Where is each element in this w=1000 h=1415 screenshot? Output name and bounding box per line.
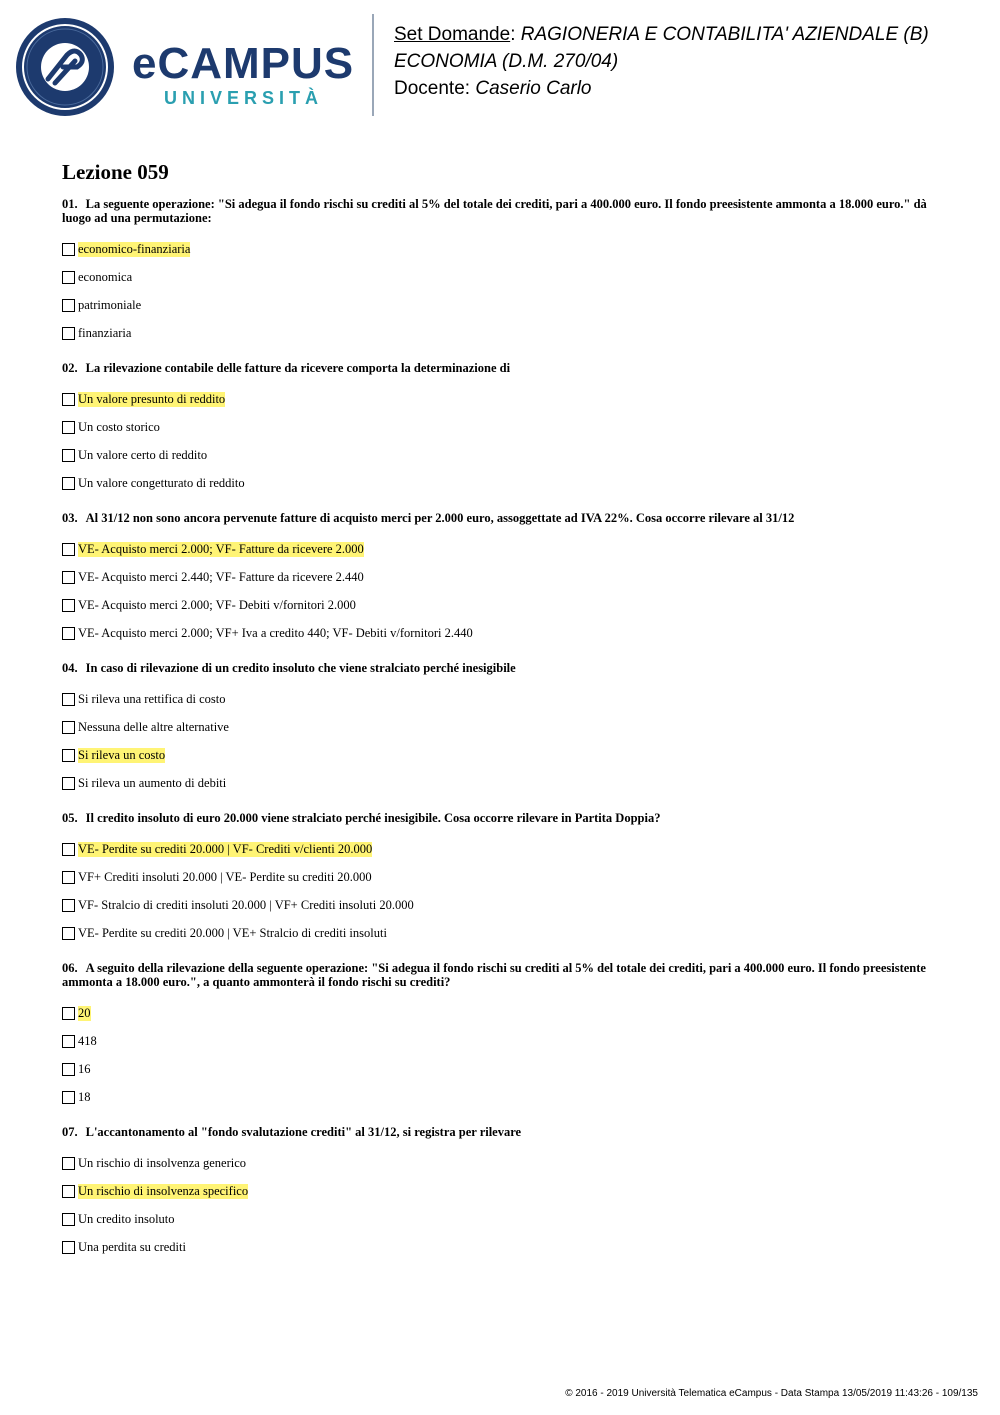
answer-text: 18 bbox=[78, 1089, 91, 1104]
answer-text: Un rischio di insolvenza generico bbox=[78, 1155, 247, 1170]
checkbox[interactable] bbox=[62, 1241, 75, 1254]
checkbox[interactable] bbox=[62, 927, 75, 940]
answer-option[interactable] bbox=[62, 441, 942, 469]
checkbox[interactable] bbox=[62, 1157, 75, 1170]
answer-text: Si rileva un aumento di debiti bbox=[78, 775, 227, 790]
answer-text: VE- Perdite su crediti 20.000 | VF- Crediti v/clienti 20.000 bbox=[78, 841, 373, 856]
answer-text: Un valore congetturato di reddito bbox=[78, 475, 245, 490]
checkbox[interactable] bbox=[62, 571, 75, 584]
answer-option[interactable] bbox=[62, 999, 942, 1027]
checkbox[interactable] bbox=[62, 871, 75, 884]
checkbox[interactable] bbox=[62, 543, 75, 556]
answer-option[interactable] bbox=[62, 685, 942, 713]
set-subtitle: ECONOMIA (D.M. 270/04) bbox=[394, 51, 619, 72]
answer-option[interactable] bbox=[62, 235, 942, 263]
header-divider bbox=[372, 14, 374, 116]
answer-option[interactable] bbox=[62, 769, 942, 797]
set-title: RAGIONERIA E CONTABILITA' AZIENDALE (B) bbox=[520, 24, 929, 45]
answer-text: Un credito insoluto bbox=[78, 1211, 175, 1226]
university-seal-icon bbox=[15, 17, 115, 117]
checkbox[interactable] bbox=[62, 1091, 75, 1104]
checkbox[interactable] bbox=[62, 693, 75, 706]
question-07 bbox=[62, 1125, 942, 1261]
answer-option[interactable] bbox=[62, 469, 942, 497]
question-06 bbox=[62, 961, 942, 1111]
question-number: 07. bbox=[62, 1125, 78, 1139]
teacher-label: Docente bbox=[394, 78, 465, 99]
question-03 bbox=[62, 511, 942, 647]
course-info: Set Domande: RAGIONERIA E CONTABILITA' AZIENDALE (B) ECONOMIA (D.M. 270/04) Docente: Caserio Carlo bbox=[394, 21, 994, 102]
checkbox[interactable] bbox=[62, 477, 75, 490]
question-01 bbox=[62, 197, 942, 347]
answer-option[interactable] bbox=[62, 713, 942, 741]
answer-text: VF- Stralcio di crediti insoluti 20.000 | VF+ Crediti insoluti 20.000 bbox=[78, 897, 414, 912]
answer-option[interactable] bbox=[62, 919, 942, 947]
question-number: 05. bbox=[62, 811, 78, 825]
checkbox[interactable] bbox=[62, 599, 75, 612]
answer-option[interactable] bbox=[62, 863, 942, 891]
answer-option[interactable] bbox=[62, 619, 942, 647]
answer-option[interactable] bbox=[62, 535, 942, 563]
checkbox[interactable] bbox=[62, 393, 75, 406]
logo-wordmark: eCAMPUS bbox=[132, 39, 355, 88]
checkbox[interactable] bbox=[62, 627, 75, 640]
answer-text: Un valore presunto di reddito bbox=[78, 391, 226, 406]
question-text: La rilevazione contabile delle fatture da ricevere comporta la determinazione di bbox=[85, 361, 511, 375]
answer-text: VE- Perdite su crediti 20.000 | VE+ Stralcio di crediti insoluti bbox=[78, 925, 387, 940]
set-label: Set Domande bbox=[394, 24, 511, 45]
checkbox[interactable] bbox=[62, 449, 75, 462]
checkbox[interactable] bbox=[62, 777, 75, 790]
answer-text: 20 bbox=[78, 1005, 91, 1020]
answer-option[interactable] bbox=[62, 891, 942, 919]
checkbox[interactable] bbox=[62, 1035, 75, 1048]
answer-option[interactable] bbox=[62, 1205, 942, 1233]
answer-option[interactable] bbox=[62, 741, 942, 769]
checkbox[interactable] bbox=[62, 327, 75, 340]
teacher-name: Caserio Carlo bbox=[475, 78, 592, 99]
answer-text: economica bbox=[78, 269, 133, 284]
answer-text: Si rileva un costo bbox=[78, 747, 166, 762]
answer-option[interactable] bbox=[62, 1027, 942, 1055]
answer-option[interactable] bbox=[62, 1177, 942, 1205]
checkbox[interactable] bbox=[62, 1063, 75, 1076]
answer-option[interactable] bbox=[62, 413, 942, 441]
checkbox[interactable] bbox=[62, 843, 75, 856]
document-header bbox=[0, 0, 1000, 130]
answer-option[interactable] bbox=[62, 1149, 942, 1177]
checkbox[interactable] bbox=[62, 299, 75, 312]
answer-option[interactable] bbox=[62, 835, 942, 863]
question-text: La seguente operazione: "Si adegua il fondo rischi su crediti al 5% del totale dei crediti, pari a 400.000 euro. Il fondo preesistente ammonta a 18.000 euro." dà luogo ad una permutazione: bbox=[62, 197, 927, 225]
checkbox[interactable] bbox=[62, 1213, 75, 1226]
answer-text: VE- Acquisto merci 2.440; VF- Fatture da ricevere 2.440 bbox=[78, 569, 364, 584]
answer-text: Un rischio di insolvenza specifico bbox=[78, 1183, 249, 1198]
lesson-title: Lezione 059 bbox=[62, 160, 169, 184]
checkbox[interactable] bbox=[62, 721, 75, 734]
answer-option[interactable] bbox=[62, 1055, 942, 1083]
question-text: In caso di rilevazione di un credito insoluto che viene stralciato perché inesigibile bbox=[85, 661, 516, 675]
answer-text: VF+ Crediti insoluti 20.000 | VE- Perdite su crediti 20.000 bbox=[78, 869, 372, 884]
question-04 bbox=[62, 661, 942, 797]
checkbox[interactable] bbox=[62, 243, 75, 256]
question-number: 06. bbox=[62, 961, 78, 975]
answer-text: VE- Acquisto merci 2.000; VF- Debiti v/fornitori 2.000 bbox=[78, 597, 356, 612]
answer-option[interactable] bbox=[62, 291, 942, 319]
checkbox[interactable] bbox=[62, 271, 75, 284]
checkbox[interactable] bbox=[62, 421, 75, 434]
answer-option[interactable] bbox=[62, 385, 942, 413]
answer-text: finanziaria bbox=[78, 325, 132, 340]
question-list bbox=[62, 197, 942, 1275]
checkbox[interactable] bbox=[62, 749, 75, 762]
question-text: L'accantonamento al "fondo svalutazione crediti" al 31/12, si registra per rilevare bbox=[85, 1125, 522, 1139]
answer-text: Un valore certo di reddito bbox=[78, 447, 208, 462]
question-number: 04. bbox=[62, 661, 78, 675]
answer-text: 418 bbox=[78, 1033, 97, 1048]
answer-text: Si rileva una rettifica di costo bbox=[78, 691, 226, 706]
question-number: 03. bbox=[62, 511, 78, 525]
question-05 bbox=[62, 811, 942, 947]
logo-subtext: UNIVERSITÀ bbox=[164, 88, 324, 108]
answer-option[interactable] bbox=[62, 319, 942, 347]
answer-text: 16 bbox=[78, 1061, 91, 1076]
answer-text: economico-finanziaria bbox=[78, 241, 191, 256]
question-02 bbox=[62, 361, 942, 497]
checkbox[interactable] bbox=[62, 899, 75, 912]
answer-text: VE- Acquisto merci 2.000; VF+ Iva a credito 440; VF- Debiti v/fornitori 2.440 bbox=[78, 625, 473, 640]
answer-option[interactable] bbox=[62, 1083, 942, 1111]
answer-option[interactable] bbox=[62, 1233, 942, 1261]
answer-text: patrimoniale bbox=[78, 297, 142, 312]
answer-option[interactable] bbox=[62, 263, 942, 291]
answer-option[interactable] bbox=[62, 563, 942, 591]
question-number: 02. bbox=[62, 361, 78, 375]
answer-text: Un costo storico bbox=[78, 419, 160, 434]
answer-option[interactable] bbox=[62, 591, 942, 619]
question-text: Il credito insoluto di euro 20.000 viene stralciato perché inesigibile. Cosa occorre rilevare in Partita Doppia? bbox=[85, 811, 661, 825]
question-text: A seguito della rilevazione della seguente operazione: "Si adegua il fondo rischi su crediti al 5% del totale dei crediti, pari a 400.000 euro. Il fondo preesistente ammonta a 18.000 euro.", a quanto ammonterà il fondo rischi su crediti? bbox=[62, 961, 926, 989]
answer-text: Nessuna delle altre alternative bbox=[78, 719, 229, 734]
question-text: Al 31/12 non sono ancora pervenute fatture di acquisto merci per 2.000 euro, assoggettate ad IVA 22%. Cosa occorre rilevare al 31/12 bbox=[85, 511, 795, 525]
checkbox[interactable] bbox=[62, 1007, 75, 1020]
answer-text: VE- Acquisto merci 2.000; VF- Fatture da ricevere 2.000 bbox=[78, 541, 364, 556]
answer-text: Una perdita su crediti bbox=[78, 1239, 186, 1254]
checkbox[interactable] bbox=[62, 1185, 75, 1198]
question-number: 01. bbox=[62, 197, 78, 211]
page-footer: © 2016 - 2019 Università Telematica eCampus - Data Stampa 13/05/2019 11:43:26 - 109/135 bbox=[565, 1388, 978, 1399]
